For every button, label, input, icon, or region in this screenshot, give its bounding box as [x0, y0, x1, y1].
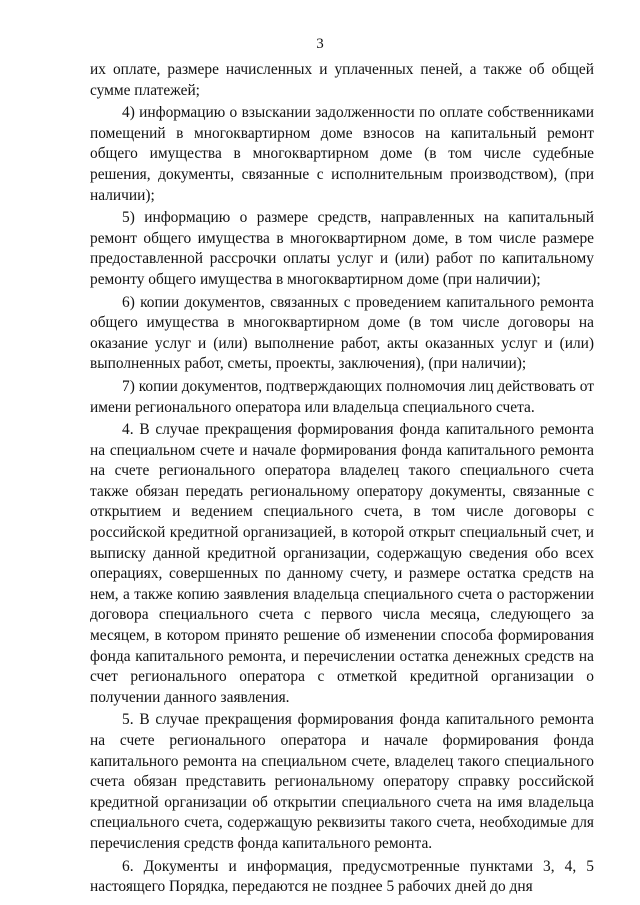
paragraph-section-4: 4. В случае прекращения формирования фонда капитального ремонта на специальном счете и начале формирования фонда капитального ремонта на счете регионального оператора владелец такого специального счета также обязан передать региональному оператору документы, связанные с открытием и ведением специального счета, в том числе договоры с российской кредитной организацией, в которой открыт специальный счет, и выписку данной кредитной организации, содержащую сведения обо всех операциях, совершенных по данному счету, и размере остатка средств на нем, а также копию заявления владельца специального счета о расторжении договора специального счета с первого числа месяца, следующего за месяцем, в котором принято решение об изменении способа формирования фонда капитального ремонта, и перечислении остатка денежных средств на счет регионального оператора с отметкой кредитной организации о получении данного заявления.: [90, 421, 594, 706]
page-number: 3: [316, 36, 324, 52]
paragraph-item-5-funds-spent: 5) информацию о размере средств, направленных на капитальный ремонт общего имущества в многоквартирном доме, в том числе размере предоставленной рассрочки оплаты услуг и (или) работ по капитальному ремонту общего имущества в многоквартирном доме (при наличии);: [90, 209, 594, 288]
paragraph-section-6: 6. Документы и информация, предусмотренные пунктами 3, 4, 5 настоящего Порядка, передаются не позднее 5 рабочих дней до дня: [90, 857, 594, 896]
paragraph-item-4-debt-collection: 4) информацию о взыскании задолженности по оплате собственниками помещений в многоквартирном доме взносов на капитальный ремонт общего имущества в многоквартирном доме (в том числе судебные решения, документы, связанные с исполнительным производством), (при наличии);: [90, 104, 594, 204]
paragraph-item-7-authority-docs: 7) копии документов, подтверждающих полномочия лиц действовать от имени регионального оператора или владельца специального счета.: [90, 377, 594, 416]
paragraph-section-5: 5. В случае прекращения формирования фонда капитального ремонта на счете регионального оператора и начале формирования фонда капитального ремонта на специальном счете, владелец такого специального счета обязан представить региональному оператору справку российской кредитной организации об открытии специального счета на имя владельца специального счета, содержащую реквизиты такого счета, необходимые для перечисления средств фонда капитального ремонта.: [90, 711, 594, 852]
paragraph-item-6-document-copies: 6) копии документов, связанных с проведением капитального ремонта общего имущества в многоквартирном доме (в том числе договоры на оказание услуг и (или) выполнение работ, акты оказанных услуг и (или) выполненных работ, сметы, проекты, заключения), (при наличии);: [90, 293, 594, 373]
document-body: [90, 60, 594, 900]
paragraph-continuation: их оплате, размере начисленных и уплаченных пеней, а также об общей сумме платежей;: [90, 61, 594, 99]
